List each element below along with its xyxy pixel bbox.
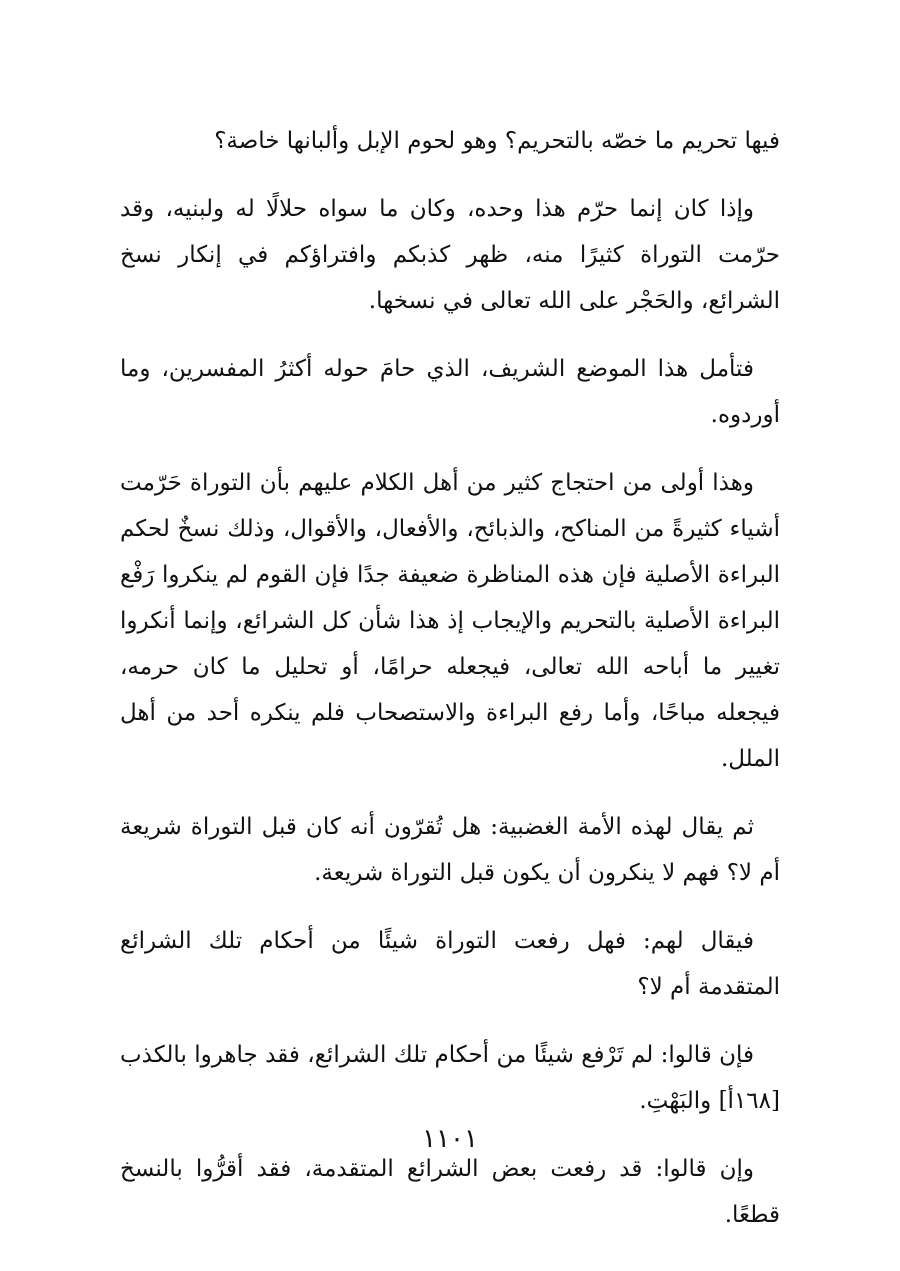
paragraph-3: فتأمل هذا الموضع الشريف، الذي حامَ حوله أكثرُ المفسرين، وما أوردوه. [120,356,780,428]
paragraph-7: فإن قالوا: لم تَرْفع شيئًا من أحكام تلك الشرائع، فقد جاهروا بالكذب [١٦٨أ] والبَهْتِ. [120,1042,780,1114]
page-body [120,118,780,1260]
paragraph-6: فيقال لهم: فهل رفعت التوراة شيئًا من أحكام تلك الشرائع المتقدمة أم لا؟ [120,928,780,1000]
page-number: ١١٠١ [422,1124,478,1154]
paragraph-1: فيها تحريم ما خصّه بالتحريم؟ وهو لحوم الإبل وألبانها خاصة؟ [214,128,780,154]
paragraph-4: وهذا أولى من احتجاج كثير من أهل الكلام عليهم بأن التوراة حَرّمت أشياء كثيرةً من المناكح، والذبائح، والأفعال، والأقوال، وذلك نسخٌ لحكم البراءة الأصلية فإن هذه المناظرة ضعيفة جدًا فإن القوم لم ينكروا رَفْع البراءة الأصلية بالتحريم والإيجاب إذ هذا شأن كل الشرائع، وإنما أنكروا تغيير ما أباحه الله تعالى، فيجعله حرامًا، أو تحليل ما كان حرمه، فيجعله مباحًا، وأما رفع البراءة والاستصحاب فلم ينكره أحد من أهل الملل. [120,470,780,772]
paragraph-8: وإن قالوا: قد رفعت بعض الشرائع المتقدمة، فقد أقرُّوا بالنسخ قطعًا. [120,1156,780,1228]
paragraph-2: وإذا كان إنما حرّم هذا وحده، وكان ما سواه حلالًا له ولبنيه، وقد حرّمت التوراة كثيرًا منه، ظهر كذبكم وافتراؤكم في إنكار نسخ الشرائع، والحَجْر على الله تعالى في نسخها. [120,196,780,314]
paragraph-5: ثم يقال لهذه الأمة الغضبية: هل تُقرّون أنه كان قبل التوراة شريعة أم لا؟ فهم لا ينكرون أن يكون قبل التوراة شريعة. [120,814,780,886]
